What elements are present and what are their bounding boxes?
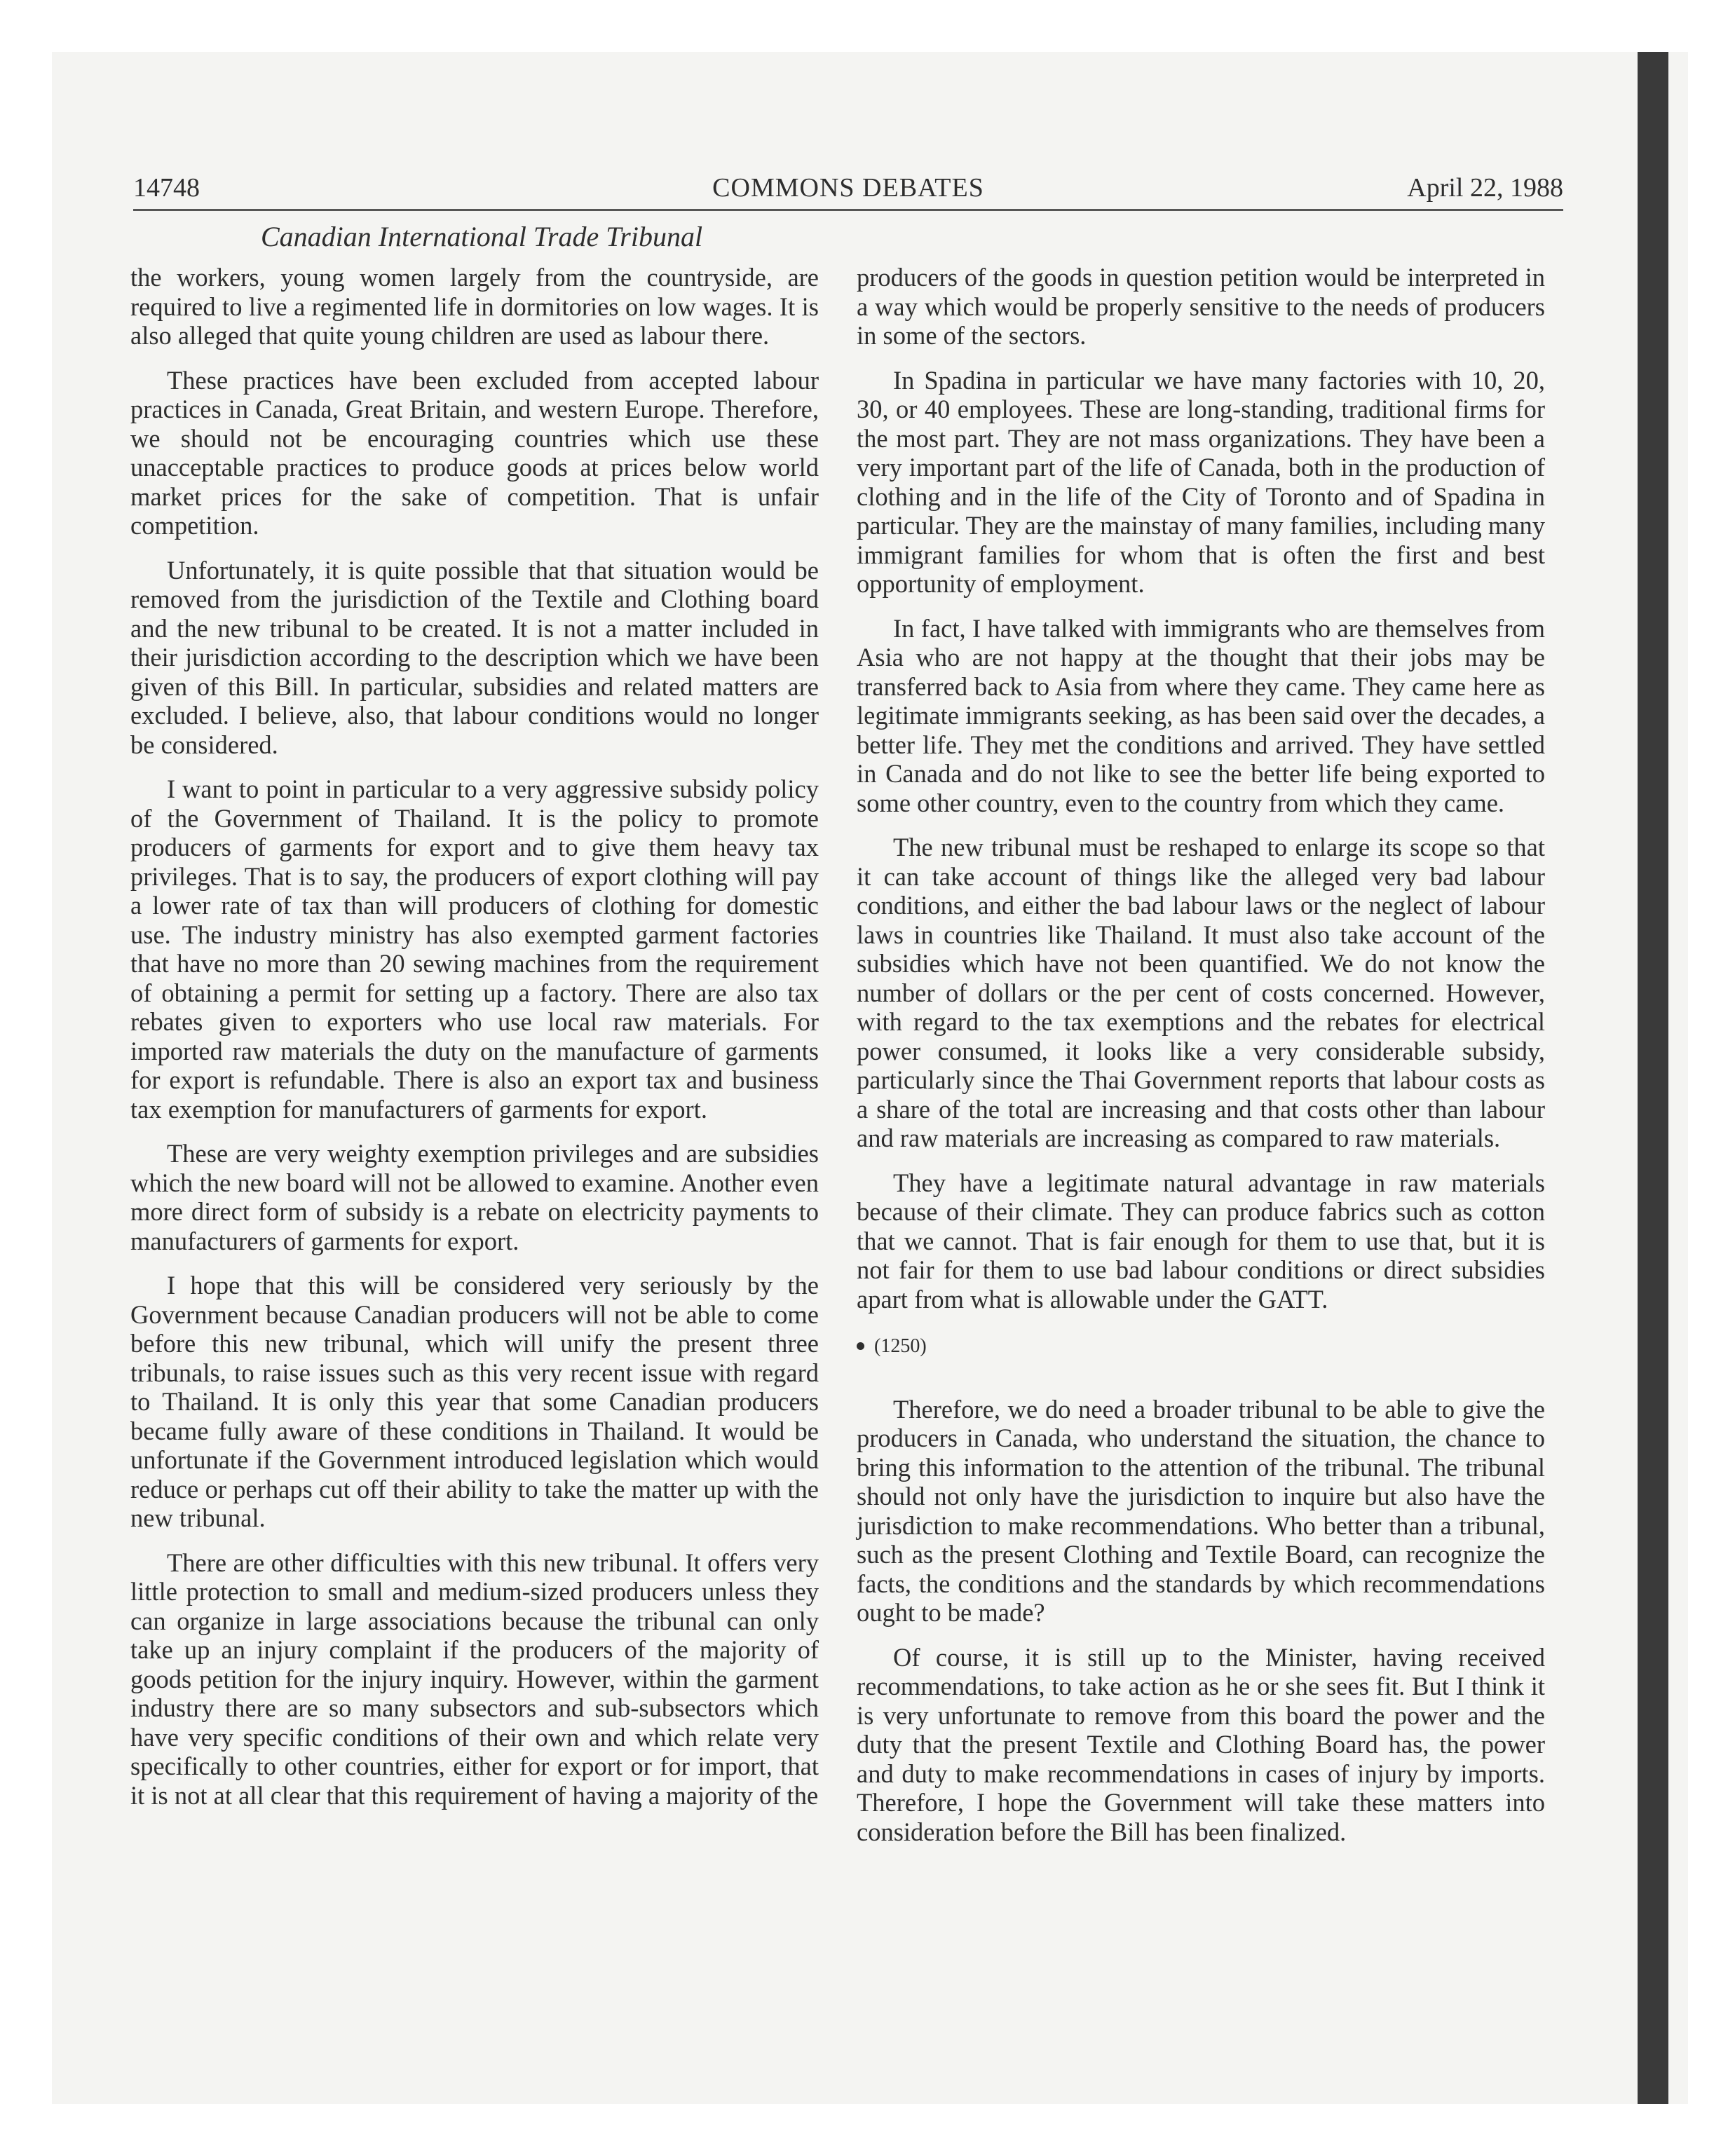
paragraph: I hope that this will be considered very seriously by the Government because Canadian producers will not be able to come before this new tribunal, which will unify the present three tribunals, to raise issues such as this very recent issue with regard to Thailand. It is only this year that some Canadian producers became fully aware of these conditions in Thailand. It would be unfortunate if the Government introduced legislation which would reduce or perhaps cut off their ability to take the matter up with the new tribunal. (130, 1271, 819, 1532)
paragraph: These are very weighty exemption privileges and are subsidies which the new board will not be allowed to examine. Another even more direct form of subsidy is a rebate on electricity payments to manufacturers of garments for export. (130, 1139, 819, 1255)
right-column (857, 263, 1545, 1862)
paragraph: Therefore, we do need a broader tribunal to be able to give the producers in Canada, who understand the situation, the chance to bring this information to the attention of the tribunal. The tribunal should not only have the jurisdiction to inquire but also have the jurisdiction to make recommendations. Who better than a tribunal, such as the present Clothing and Textile Board, can recognize the facts, the conditions and the standards by which recommendations ought to be made? (857, 1394, 1545, 1627)
page-date: April 22, 1988 (1407, 173, 1563, 203)
paragraph: There are other difficulties with this new tribunal. It offers very little protection to small and medium-sized producers unless they can organize in large associations because the tribunal can only take up an injury complaint if the producers of the majority of goods petition for the injury inquiry. However, within the garment industry there are so many subsectors and sub-subsectors which have very specific conditions of their own and which relate very specifically to other countries, either for export or for import, that it is not at all clear that this requirement of having a majority of the (130, 1548, 819, 1810)
section-title: Canadian International Trade Tribunal (261, 221, 703, 252)
page-header (133, 167, 1563, 211)
paragraph: In Spadina in particular we have many factories with 10, 20, 30, or 40 employees. These are long-standing, traditional firms for the most part. They are not mass organizations. They have been a very important part of the life of Canada, both in the production of clothing and in the life of the City of Toronto and of Spadina in particular. They are the mainstay of many families, including many immigrant families for whom that is often the first and best opportunity of employment. (857, 365, 1545, 598)
paragraph: producers of the goods in question petition would be interpreted in a way which would be properly sensitive to the needs of producers in some of the sectors. (857, 263, 1545, 350)
paragraph: They have a legitimate natural advantage in raw materials because of their climate. They can produce fabrics such as cotton that we cannot. That is fair enough for them to use that, but it is not fair for them to use bad labour conditions or direct subsidies apart from what is allowable under the GATT. (857, 1168, 1545, 1314)
page-number: 14748 (133, 173, 200, 203)
time-marker-label: (1250) (874, 1335, 927, 1357)
paragraph: The new tribunal must be reshaped to enlarge its scope so that it can take account of things like the alleged very bad labour conditions, and either the bad labour laws or the neglect of labour laws in countries like Thailand. It must also take account of the subsidies which have not been quantified. We do not know the number of dollars or the per cent of costs concerned. However, with regard to the tax exemptions and the rebates for electrical power consumed, it looks like a very considerable subsidy, particularly since the Thai Government reports that labour costs as a share of the total are increasing and that costs other than labour and raw materials are increasing as compared to raw materials. (857, 833, 1545, 1152)
bullet-dot-icon (857, 1342, 864, 1350)
paragraph: Of course, it is still up to the Minister, having received recommendations, to take action as he or she sees fit. But I think it is very unfortunate to remove from this board the power and the duty that the present Textile and Clothing Board has, the power and duty to make recommendations in cases of injury by imports. Therefore, I hope the Government will take these matters into consideration before the Bill has been finalized. (857, 1642, 1545, 1846)
paragraph: the workers, young women largely from the countryside, are required to live a regimented life in dormitories on low wages. It is also alleged that quite young children are used as labour there. (130, 263, 819, 350)
scan-edge-shadow (1638, 52, 1668, 2104)
time-marker (857, 1332, 1545, 1361)
paragraph: I want to point in particular to a very aggressive subsidy policy of the Government of Thailand. It is the policy to promote producers of garments for export and to give them heavy tax privileges. That is to say, the producers of export clothing will pay a lower rate of tax than will producers of clothing for domestic use. The industry ministry has also exempted garment factories that have no more than 20 sewing machines from the requirement of obtaining a permit for setting up a factory. There are also tax rebates given to exporters who use local raw materials. For imported raw materials the duty on the manufacture of garments for export is refundable. There is also an export tax and business tax exemption for manufacturers of garments for export. (130, 775, 819, 1124)
paragraph: These practices have been excluded from accepted labour practices in Canada, Great Britain, and western Europe. Therefore, we should not be encouraging countries which use these unacceptable practices to produce goods at prices below world market prices for the sake of competition. That is unfair competition. (130, 365, 819, 540)
publication-title: COMMONS DEBATES (712, 173, 984, 203)
paragraph: Unfortunately, it is quite possible that that situation would be removed from the jurisdiction of the Textile and Clothing board and the new tribunal to be created. It is not a matter included in their jurisdiction according to the description which we have been given of this Bill. In particular, subsidies and related matters are excluded. I believe, also, that labour conditions would no longer be considered. (130, 555, 819, 759)
left-column (130, 263, 819, 1825)
paragraph: In fact, I have talked with immigrants who are themselves from Asia who are not happy at the thought that their jobs may be transferred back to Asia from where they came. They came here as legitimate immigrants seeking, as has been said over the decades, a better life. They met the conditions and arrived. They have settled in Canada and do not like to see the better life being exported to some other country, even to the country from which they came. (857, 613, 1545, 817)
